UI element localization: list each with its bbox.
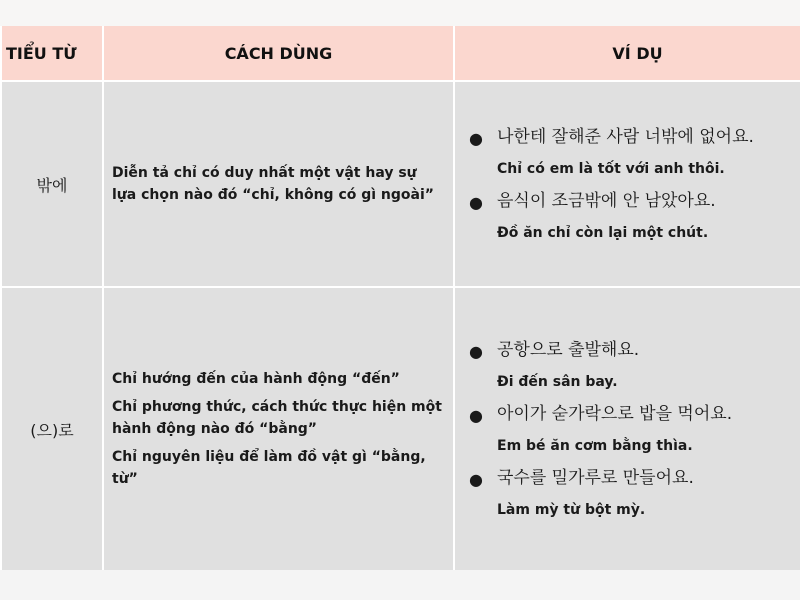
usage-text: Chỉ hướng đến của hành động “đến” (112, 371, 400, 387)
example-vietnamese: Chỉ có em là tốt với anh thôi. (497, 161, 725, 177)
examples-cell (454, 287, 800, 570)
header-examples: VÍ DỤ (454, 26, 800, 81)
example-vietnamese: Đồ ăn chỉ còn lại một chút. (497, 225, 709, 241)
top-band (0, 0, 800, 26)
bullet-icon: ● (469, 470, 483, 489)
particle-cell: (으)로 (1, 287, 103, 570)
example-item (461, 338, 800, 392)
usage-cell (103, 287, 454, 570)
usage-text: Chỉ nguyên liệu để làm đồ vật gì “bằng, từ” (112, 449, 426, 487)
example-item (461, 125, 800, 179)
example-korean: 국수를 밀가루로 만들어요. (497, 468, 694, 488)
usage-cell (103, 81, 454, 287)
bullet-icon: ● (469, 406, 483, 425)
particle-cell: 밖에 (1, 81, 103, 287)
example-item (461, 189, 800, 243)
bullet-icon: ● (469, 342, 483, 361)
examples-cell (454, 81, 800, 287)
example-item (461, 466, 800, 520)
example-vietnamese: Làm mỳ từ bột mỳ. (497, 502, 646, 518)
example-korean: 공항으로 출발해요. (497, 340, 640, 360)
table-header-row (1, 26, 800, 81)
example-korean: 나한테 잘해준 사람 너밖에 없어요. (497, 127, 754, 147)
usage-text: Chỉ phương thức, cách thức thực hiện một hành động nào đó “bằng” (112, 399, 442, 437)
header-particle: TIỂU TỪ (1, 26, 103, 81)
example-korean: 음식이 조금밖에 안 남았아요. (497, 191, 716, 211)
table-row (1, 287, 800, 570)
example-item (461, 402, 800, 456)
usage-text: Diễn tả chỉ có duy nhất một vật hay sự lựa chọn nào đó “chỉ, không có gì ngoài” (112, 165, 434, 203)
grammar-table (0, 26, 800, 570)
example-vietnamese: Đi đến sân bay. (497, 374, 618, 390)
table-row (1, 81, 800, 287)
bottom-band (0, 572, 800, 600)
bullet-icon: ● (469, 193, 483, 212)
header-usage: CÁCH DÙNG (103, 26, 454, 81)
bullet-icon: ● (469, 129, 483, 148)
example-vietnamese: Em bé ăn cơm bằng thìa. (497, 438, 693, 454)
example-korean: 아이가 숟가락으로 밥을 먹어요. (497, 404, 733, 424)
